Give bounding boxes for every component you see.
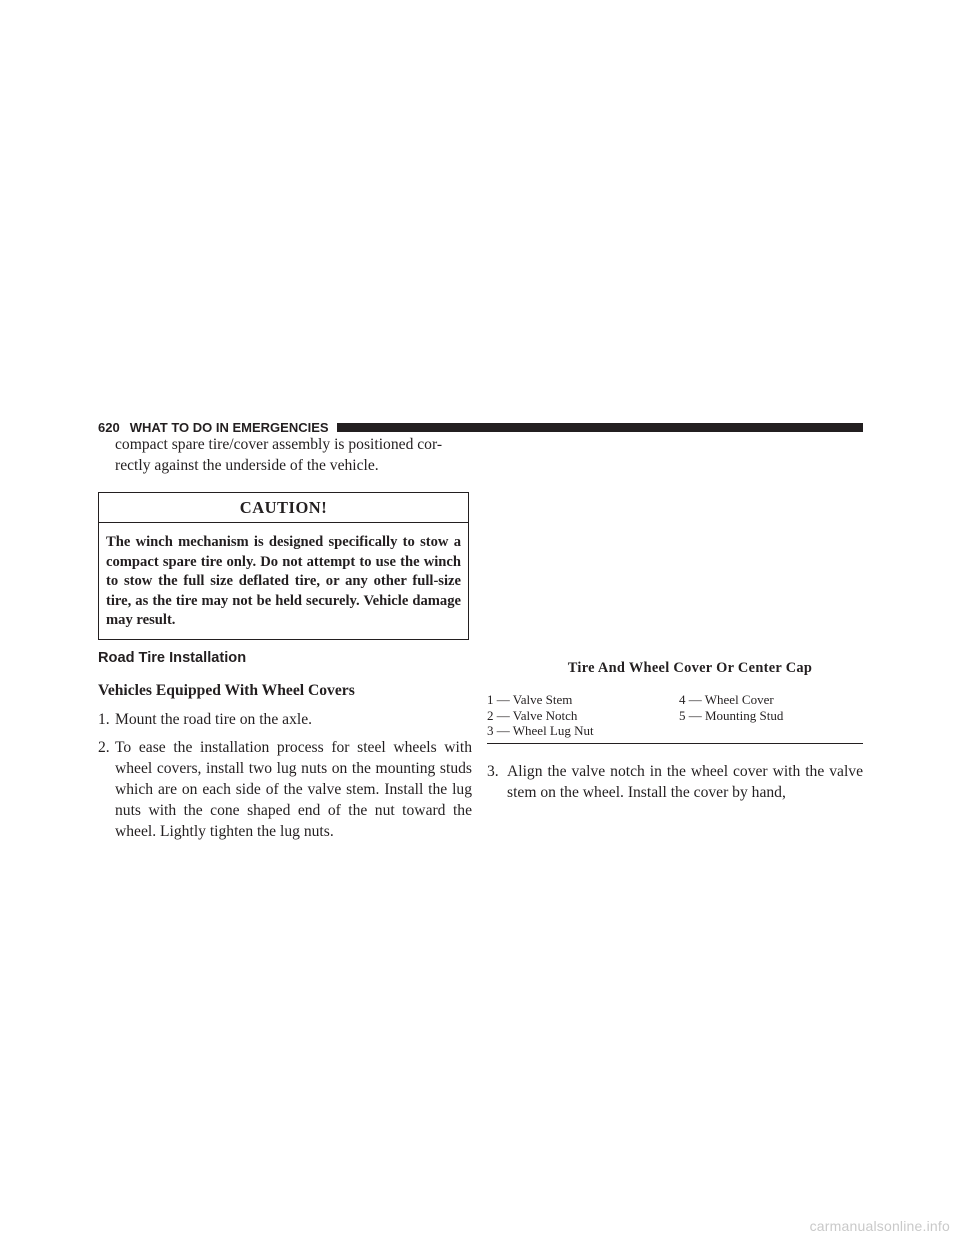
- legend-item: 3 — Wheel Lug Nut: [487, 723, 594, 738]
- watermark: carmanualsonline.info: [809, 1218, 950, 1234]
- caution-box: [98, 492, 469, 640]
- header-rule: [337, 423, 863, 432]
- step-number: 1.: [98, 710, 110, 728]
- legend-item: 1 — Valve Stem: [487, 692, 573, 707]
- left-column: [98, 434, 472, 842]
- page-number: 620: [98, 419, 120, 435]
- step-3: [487, 761, 863, 803]
- step-text: Align the valve notch in the wheel cover with the valve stem on the wheel. Install the cover by hand,: [507, 762, 863, 801]
- intro-line-2: rectly against the underside of the vehicle.: [115, 457, 379, 474]
- legend-item: 5 — Mounting Stud: [679, 707, 784, 723]
- caution-title: CAUTION!: [99, 493, 468, 523]
- subheading: Vehicles Equipped With Wheel Covers: [98, 681, 355, 699]
- figure-caption: Tire And Wheel Cover Or Center Cap: [567, 660, 813, 676]
- step-text: To ease the installation process for steel wheels with wheel covers, install two lug nuts on the mounting studs which are on each side of the valve stem. Install the lug nuts with the cone shaped end of the nut toward the wheel. Lightly tighten the lug nuts.: [115, 738, 472, 840]
- step-number: 3.: [487, 762, 499, 780]
- legend-item: 4 — Wheel Cover: [679, 692, 774, 707]
- legend-item: [679, 723, 863, 739]
- step-2: [98, 737, 472, 842]
- caution-body: The winch mechanism is designed specifically to stow a compact spare tire only. Do not attempt to use the winch to stow the full size deflated tire, or any other full-size tire, as the tire may not be held securely. Vehicle damage may result.: [106, 534, 461, 628]
- intro-paragraph: [98, 434, 472, 476]
- legend-rule: [487, 743, 863, 744]
- legend-item: 2 — Valve Notch: [487, 707, 578, 723]
- section-heading: Road Tire Installation: [98, 649, 247, 666]
- figure-legend: [487, 692, 863, 739]
- step-1: [98, 709, 472, 730]
- section-title: WHAT TO DO IN EMERGENCIES: [129, 419, 329, 435]
- intro-line-1: compact spare tire/cover assembly is positioned cor-: [115, 436, 443, 453]
- right-column: [487, 660, 863, 803]
- step-number: 2.: [98, 738, 110, 756]
- step-text: Mount the road tire on the axle.: [115, 710, 313, 728]
